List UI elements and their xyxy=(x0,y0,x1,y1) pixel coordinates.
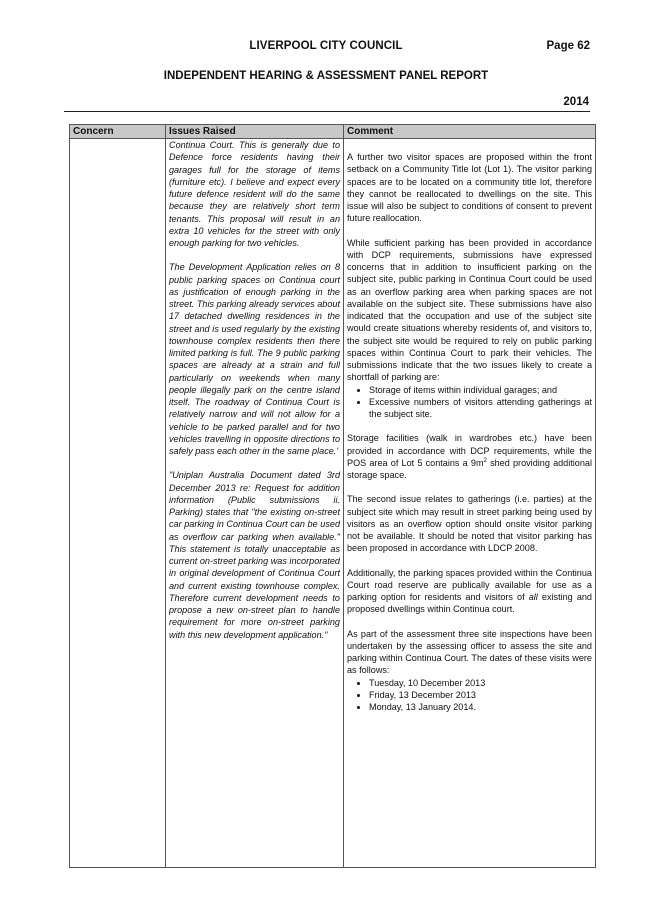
comment-paragraph: As part of the assessment three site inspections have been undertaken by the assessing officer to assess the site and parking within Continua Court. The dates of these visits were as follows: xyxy=(347,628,592,676)
issue-paragraph: The Development Application relies on 8 public parking spaces on Continua court as justification of enough parking in the street. This parking already services about 17 detached dwelling residences in the street and is used regularly by the existing townhouse complex residents then there limited parking is full. The 9 public parking spaces are already at a strain and full particularly on weekends when many people illegally park on the centre island itself. The roadway of Continua Court is relatively narrow and will not allow for a vehicle to be parked parallel and for two vehicles travelling in opposite directions to safely pass each other in the same place.' xyxy=(169,262,340,456)
page-number: Page 62 xyxy=(546,40,590,52)
column-header-concern: Concern xyxy=(70,125,166,139)
comment-cell xyxy=(344,139,596,868)
additional-text: Additionally, the parking spaces provided within the Continua Court road reserve are publically available for use as a parking option for residents and visitors of xyxy=(347,567,592,602)
list-item: • Tuesday, 10 December 2013 xyxy=(369,677,592,689)
parking-issues-list xyxy=(347,384,592,421)
table-row xyxy=(70,139,596,868)
report-title: INDEPENDENT HEARING & ASSESSMENT PANEL REPORT xyxy=(163,70,489,82)
comment-paragraph xyxy=(347,432,592,481)
storage-text-end: shed providing additional storage space. xyxy=(347,457,592,480)
table-header-row xyxy=(70,125,596,139)
additional-text-end: existing and proposed dwellings within Continua court. xyxy=(347,592,592,615)
header-rule xyxy=(64,111,590,112)
inspection-dates-list xyxy=(347,677,592,714)
column-header-comment: Comment xyxy=(344,125,596,139)
list-item: • Friday, 13 December 2013 xyxy=(369,689,592,701)
comment-paragraph: While sufficient parking has been provided in accordance with DCP requirements, submissions have expressed concerns that in addition to insufficient parking on the subject site, public parking in Continua Court could be used as an overflow parking area when parking spaces are not available on the subject site. These submissions have also indicated that the occupation and use of the subject site would create situations whereby residents of, and visitors to, the subject site would be required to rely on public parking spaces within Continua Court to park their vehicles. The submissions indicate that the two issues likely to create a shortfall of parking are: xyxy=(347,237,592,383)
superscript: 2 xyxy=(483,457,487,464)
comment-paragraph: A further two visitor spaces are proposed within the front setback on a Community Title lot (Lot 1). The visitor parking spaces are to be located on a community title lot, therefore they cannot be reallocated to dwellings on the site. This issue will also be subject to conditions of consent to prevent future reallocation. xyxy=(347,152,592,224)
assessment-table xyxy=(69,124,596,868)
report-year: 2014 xyxy=(563,96,589,108)
storage-text: Storage facilities (walk in wardrobes etc.) have been provided in accordance with DCP requirements, while the POS area of Lot 5 contains a 9m xyxy=(347,433,592,468)
list-item: • Monday, 13 January 2014. xyxy=(369,701,592,713)
list-item: • Excessive numbers of visitors attending gatherings at the subject site. xyxy=(369,396,592,421)
column-header-issues: Issues Raised xyxy=(166,125,344,139)
comment-paragraph xyxy=(347,567,592,616)
issue-paragraph: "Uniplan Australia Document dated 3rd December 2013 re: Request for addition information (Public submissions ii. Parking) states that "the existing on-street car parking in Continua Court can be used as overflow car parking when available." This statement is totally unacceptable as current on-street parking was incorporated in original development of Continua Court and current existing townhouse complex. Therefore current development needs to propose a new on-street plan to handle requirement for more on-street parking with this new development application." xyxy=(169,470,340,640)
issues-cell xyxy=(166,139,344,868)
list-item: • Storage of items within individual garages; and xyxy=(369,384,592,396)
concern-cell xyxy=(70,139,166,868)
issue-paragraph: Continua Court. This is generally due to Defence force residents having their garages full for the storage of items (furniture etc). I believe and expect every future defence resident will do the same because they are relatively short term tenants. This proposal will result in an extra 10 vehicles for the street with only enough parking for two vehicles. xyxy=(169,140,340,248)
comment-paragraph: The second issue relates to gatherings (i.e. parties) at the subject site which may result in street parking being used by visitors as an overflow option should onsite visitor parking not be available. It should be noted that visitor parking has been proposed in accordance with LDCP 2008. xyxy=(347,494,592,554)
emphasis: all xyxy=(528,592,538,602)
council-name: LIVERPOOL CITY COUNCIL xyxy=(249,40,403,52)
